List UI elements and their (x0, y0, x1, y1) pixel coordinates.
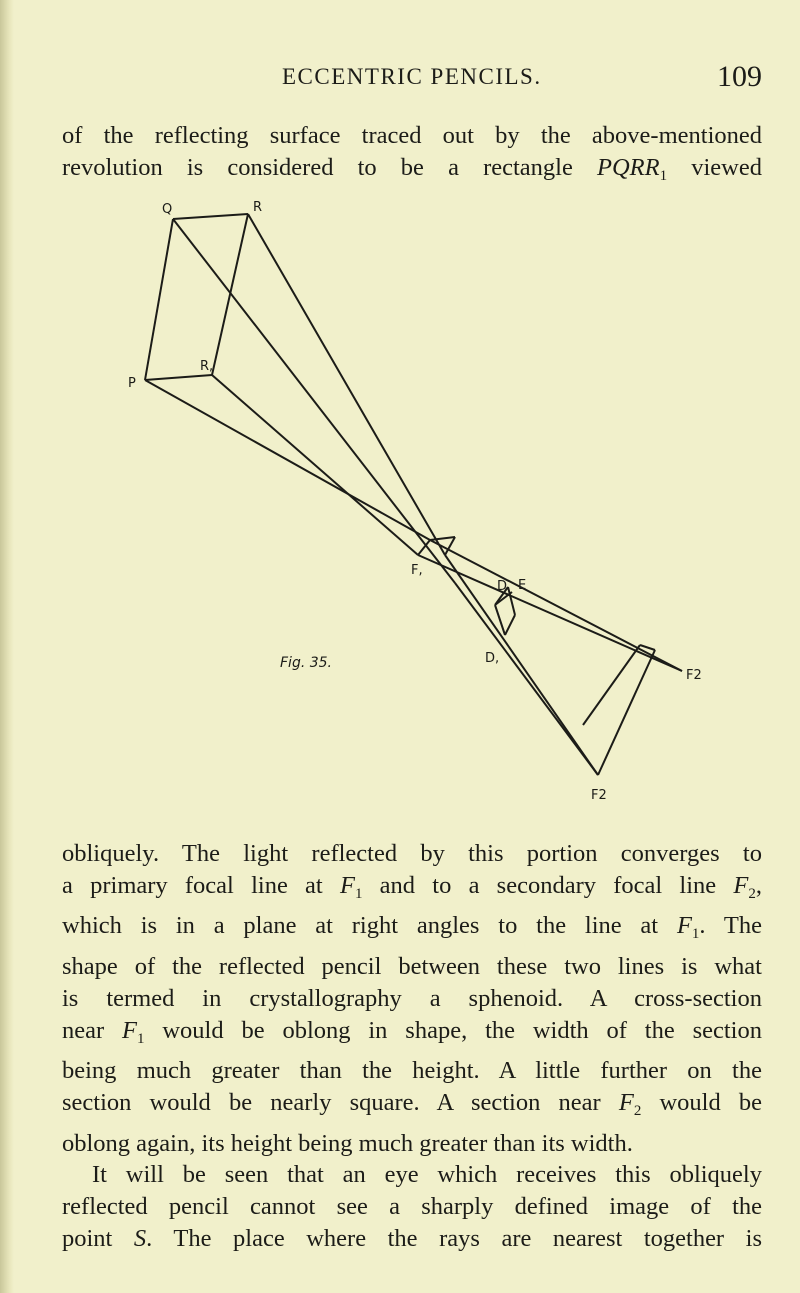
subscript: 1 (659, 167, 668, 184)
symbol-text: F (676, 912, 692, 940)
line-pr1 (145, 375, 212, 380)
text-line: shape of the reflected pencil between these two lines is what (62, 953, 762, 981)
text-span: near (62, 1016, 123, 1044)
subscript: 1 (137, 1030, 145, 1047)
square-right (508, 587, 515, 615)
label-d1: D, (485, 651, 500, 666)
text-span: section would be nearly square. A section near (62, 1088, 619, 1116)
text-line (62, 1087, 762, 1128)
text-span: point (62, 1224, 134, 1252)
symbol-f2 (618, 1088, 642, 1119)
paragraph-main (62, 838, 762, 1254)
text-span: would be (641, 1088, 762, 1116)
symbol-f2 (733, 871, 756, 902)
text-span: and to a secondary focal line (362, 871, 734, 899)
figure-35-diagram (100, 195, 740, 835)
text-line (62, 1223, 762, 1255)
figure-lines (145, 214, 682, 775)
text-line (62, 152, 762, 193)
text-line: It will be seen that an eye which receives this obliquely (92, 1161, 762, 1189)
text-line (62, 1015, 762, 1056)
text-line: oblong again, its height being much greater than its width. (62, 1129, 633, 1157)
symbol-f1 (339, 871, 363, 902)
text-span: viewed (667, 153, 763, 181)
text-line: being much greater than the height. A little further on the (62, 1057, 762, 1085)
symbol-s: S (133, 1224, 147, 1252)
label-p: P (128, 376, 136, 391)
text-span: a primary focal line at (62, 871, 340, 899)
subscript: 1 (354, 885, 363, 902)
label-f2-bottom: F2 (591, 788, 607, 803)
text-line: of the reflecting surface traced out by the above-mentioned (62, 122, 762, 149)
square-bottom (505, 615, 515, 635)
text-span: revolution is considered to be a rectangle (62, 153, 598, 181)
oblong-left (583, 645, 640, 725)
figure-35 (100, 195, 740, 835)
page-number: 109 (717, 60, 762, 93)
label-r1: R, (200, 359, 214, 374)
symbol-text: F (339, 871, 355, 899)
symbol-text: F (122, 1016, 137, 1044)
label-r: R (253, 200, 263, 215)
line-qr (173, 214, 248, 219)
text-line: is termed in crystallography a sphenoid. A cross-section (62, 984, 762, 1012)
ray-to-f2-right-a (430, 540, 682, 671)
text-line: obliquely. The light reflected by this portion converges to (62, 840, 762, 867)
ray-r (248, 214, 445, 555)
running-head: ECCENTRIC PENCILS. (282, 64, 542, 89)
subscript: 2 (748, 885, 756, 902)
text-line (62, 910, 762, 951)
text-span: . The place where the rays are nearest together is (146, 1224, 762, 1252)
paragraph-top (62, 120, 762, 192)
label-f2-right: F2 (686, 668, 702, 683)
label-e: E (518, 578, 527, 593)
line-qp (145, 219, 173, 380)
symbol-f1 (676, 912, 700, 943)
ray-q (173, 219, 455, 583)
text-line (62, 870, 762, 911)
page-edge-shading (0, 0, 14, 1293)
subscript: 2 (633, 1102, 642, 1119)
text-line: reflected pencil cannot see a sharply defined image of the (62, 1193, 762, 1221)
label-d: D (497, 579, 508, 594)
figure-caption: Fig. 35. (280, 655, 332, 671)
symbol-text: F (618, 1088, 634, 1116)
line-rr1 (212, 214, 248, 375)
subscript: 1 (691, 926, 700, 943)
text-span: which is in a plane at right angles to the line at (62, 912, 677, 940)
symbol-text: F (733, 871, 749, 899)
symbol-pqrr (597, 153, 668, 184)
text-span: . The (699, 912, 762, 940)
ray-p (145, 380, 430, 540)
page-header (62, 60, 762, 104)
symbol-f1 (122, 1016, 145, 1047)
label-f1: F, (411, 563, 423, 578)
symbol-text: PQRR (597, 153, 660, 181)
text-span: , (755, 871, 762, 899)
text-span: would be oblong in shape, the width of the section (144, 1016, 762, 1044)
ray-to-f2-bottom-b (455, 583, 598, 775)
label-q: Q (162, 202, 173, 217)
oblong-right (598, 650, 655, 775)
